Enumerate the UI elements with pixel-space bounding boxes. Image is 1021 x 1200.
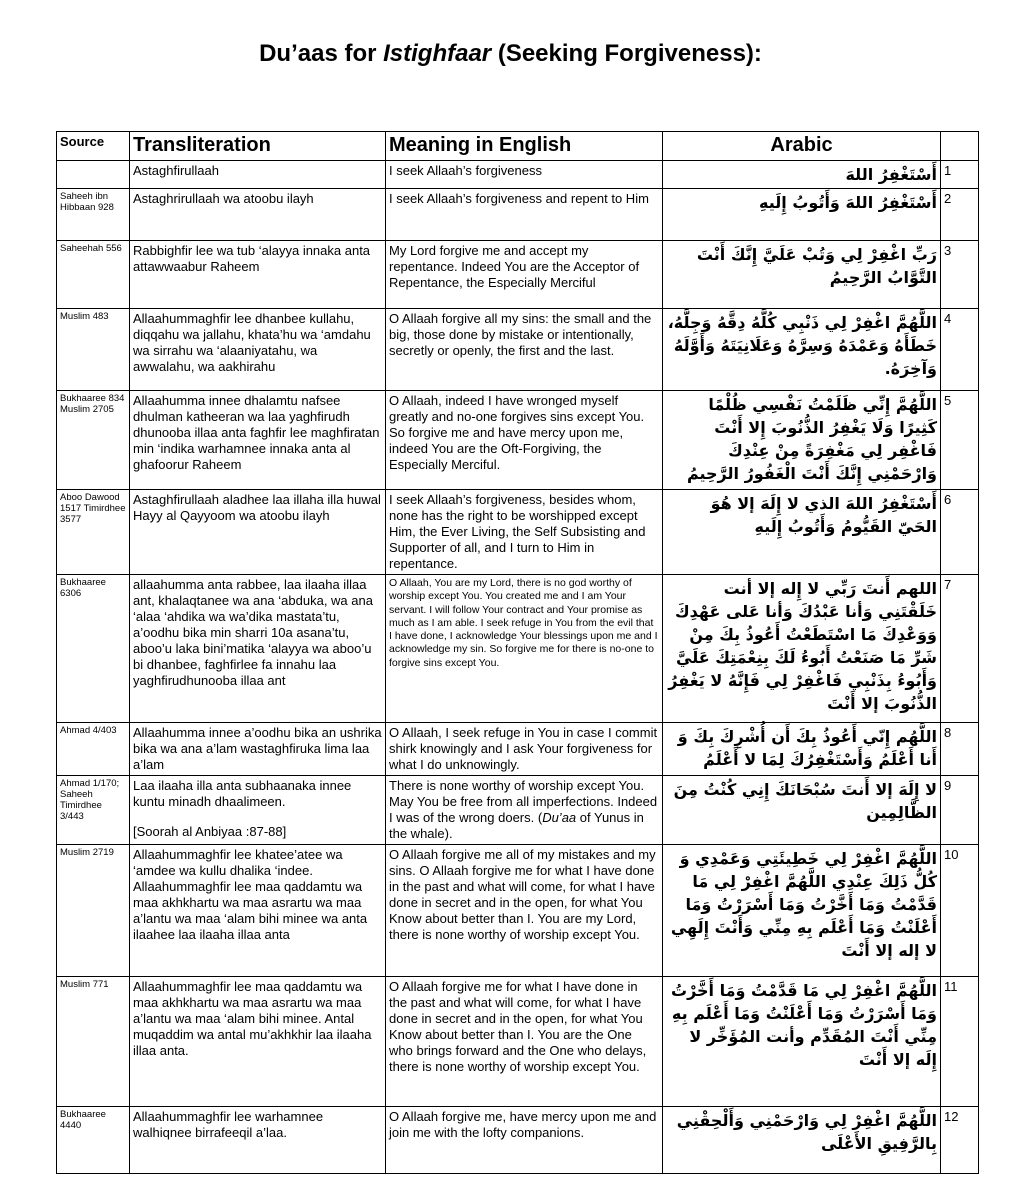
row-number: 5: [941, 391, 979, 490]
transliteration-cell: Allaahummaghfir lee khatee’atee wa ‘amdee wa kullu dhalika ‘indee. Allaahummaghfir lee maa qaddamtu wa maa akhkhartu wa maa asrartu wa maa a’lantu wa maa ‘alam bihi minee wa anta ilaahee laa ilaaha illaa anta: [130, 845, 386, 977]
row-number: 12: [941, 1107, 979, 1174]
table-row: [57, 776, 979, 845]
header-meaning: Meaning in English: [386, 132, 663, 161]
title-italic: Istighfaar: [383, 40, 492, 67]
table-row: [57, 1107, 979, 1174]
source-cell: Ahmad 1/170; Saheeh Timirdhee 3/443: [57, 776, 130, 845]
transliteration-cell: Astaghrirullaah wa atoobu ilayh: [130, 189, 386, 241]
transliteration-cell: Astaghfirullaah aladhee laa illaha illa huwal Hayy al Qayyoom wa atoobu ilayh: [130, 490, 386, 575]
source-cell: Saheehah 556: [57, 241, 130, 309]
row-number: 2: [941, 189, 979, 241]
arabic-cell: اللهم أَنتَ رَبِّي لا إِله إلا أنت خَلَقْتَنِي وَأنا عَبْدُكَ وَأنا عَلى عَهْدِكَ وَوَعْدِكَ مَا اسْتَطَعْتُ أَعُوذُ بِكَ مِنْ شَرِّ مَا صَنَعْتُ أَبُوءُ لَكَ بِنِعْمَتِكَ عَلَيَّ وَأَبُوءُ بِذَنْبِي فَاغْفِرْ لِي فَإِنَّهُ لا يَغْفِرُ الذُّنُوبَ إلا أَنْتَ: [663, 575, 941, 723]
table-row: [57, 575, 979, 723]
meaning-cell: O Allaah forgive all my sins: the small and the big, those done by mistake or intentionally, secretly or openly, the first and the last.: [386, 309, 663, 391]
table-row: [57, 723, 979, 776]
meaning-text-end: of Yunus in the whale).: [389, 810, 644, 841]
meaning-cell: O Allaah forgive me, have mercy upon me and join me with the lofty companions.: [386, 1107, 663, 1174]
meaning-cell: My Lord forgive me and accept my repentance. Indeed You are the Acceptor of Repentance, the Especially Merciful: [386, 241, 663, 309]
row-number: 1: [941, 161, 979, 189]
table-row: [57, 391, 979, 490]
duaas-table: [56, 131, 979, 1174]
meaning-cell: [386, 776, 663, 845]
arabic-cell: لا إِلَهَ إلا أَنتَ سُبْحَانَكَ إِنِي كُنْتُ مِنَ الظَّالِمِين: [663, 776, 941, 845]
arabic-cell: اللَّهُمَّ اغْفِرْ لِي خَطِيئَتِي وَعَمْدِي وَ كُلُّ ذَلِكَ عِنْدِي اللَّهُمَّ اغْفِرْ لِي مَا قَدَّمْتُ وَمَا أَخَّرْتُ وَمَا أَسْرَرْتُ وَمَا أَعْلَنْتُ وَمَا أَعْلَم بِهِ مِنِّي وَأَنْتَ إِلَهِي لا إله إلا أَنْتَ: [663, 845, 941, 977]
meaning-cell: I seek Allaah’s forgiveness, besides whom, none has the right to be worshipped except Him, the Ever Living, the Self Subsisting and Supporter of all, and I turn to Him in repentance.: [386, 490, 663, 575]
source-cell: Bukhaaree 834 Muslim 2705: [57, 391, 130, 490]
header-row: [57, 132, 979, 161]
row-number: 7: [941, 575, 979, 723]
meaning-cell: O Allaah, indeed I have wronged myself greatly and no-one forgives sins except You. So forgive me and have mercy upon me, indeed You are the Oft-Forgiving, the Especially Merciful.: [386, 391, 663, 490]
page-title: [0, 40, 1021, 68]
source-cell: Muslim 771: [57, 977, 130, 1107]
row-number: 8: [941, 723, 979, 776]
table-row: [57, 845, 979, 977]
meaning-cell: O Allaah forgive me all of my mistakes and my sins. O Allaah forgive me for what I have done in the past and what will come, for what I have done in secret and in the open, for what You Know about better than I. You are my Lord, there is none worthy of worship except You.: [386, 845, 663, 977]
table-row: [57, 241, 979, 309]
table-row: [57, 189, 979, 241]
header-number: [941, 132, 979, 161]
arabic-cell: رَبِّ اغْفِرْ لِي وَتُبْ عَلَيَّ إِنَّكَ أَنْتَ التَّوَّابُ الرَّحِيمُ: [663, 241, 941, 309]
meaning-text: There is none worthy of worship except You. May You be free from all imperfections. Indeed I was of the wrong doers. (: [389, 778, 658, 825]
meaning-cell: I seek Allaah’s forgiveness and repent to Him: [386, 189, 663, 241]
row-number: 6: [941, 490, 979, 575]
arabic-cell: أَسْتَغْفِرُ اللهَ: [663, 161, 941, 189]
transliteration-cell: allaahumma anta rabbee, laa ilaaha illaa ant, khalaqtanee wa ana ‘abduka, wa ana ‘alaa ‘ahdika wa wa’dika mastata’tu, a’oodhu bika min sharri 10a asana’tu, aboo’u laka bini’matika ‘alayya wa aboo’u bi dhanbee, faghfirlee fa innahu laa yaghfirudhunooba illaa ant: [130, 575, 386, 723]
surah-reference: [Soorah al Anbiyaa :87-88]: [133, 824, 287, 839]
transliteration-text: Laa ilaaha illa anta subhaanaka innee kuntu minadh dhaalimeen.: [133, 778, 352, 809]
row-number: 3: [941, 241, 979, 309]
arabic-cell: أَسْتَغْفِرُ اللهَ وَأَتُوبُ إِلَيهِ: [663, 189, 941, 241]
source-cell: Muslim 483: [57, 309, 130, 391]
row-number: 9: [941, 776, 979, 845]
title-suffix: (Seeking Forgiveness):: [491, 40, 762, 67]
table-row: [57, 161, 979, 189]
meaning-cell: O Allaah, I seek refuge in You in case I commit shirk knowingly and I ask Your forgiveness for what I do unknowingly.: [386, 723, 663, 776]
meaning-cell: O Allaah, You are my Lord, there is no god worthy of worship except You. You created me and I am Your servant. I will follow Your contract and Your promise as much as I am able. I seek refuge in You from the evil that I have done, I acknowledge Your blessings upon me and I acknowledge my sin. So forgive me for there is no-one to forgive sins except You.: [386, 575, 663, 723]
source-cell: Muslim 2719: [57, 845, 130, 977]
meaning-cell: I seek Allaah’s forgiveness: [386, 161, 663, 189]
arabic-cell: اللَّهُمَّ إِنِّي ظَلَمْتُ نَفْسِي ظُلْمًا كَثِيرًا وَلَا يَغْفِرُ الذُّنُوبَ إِلا أَنْتَ فَاغْفِر لِي مَغْفِرَةً مِنْ عِنْدِكَ وَارْحَمْنِي إِنَّكَ أَنْتَ الْغَفُورُ الرَّحِيمُ: [663, 391, 941, 490]
source-cell: [57, 161, 130, 189]
header-source: Source: [57, 132, 130, 161]
transliteration-cell: Allaahummaghfir lee maa qaddamtu wa maa akhkhartu wa maa asrartu wa maa a’lantu wa maa ‘alam bihi minee. Antal muqaddim wa antal mu’akhkhir laa ilaaha illaa anta.: [130, 977, 386, 1107]
meaning-italic: Du’aa: [542, 810, 577, 825]
title-prefix: Du’aas for: [259, 40, 384, 67]
transliteration-cell: Allaahummaghfir lee warhamnee walhiqnee birrafeeqil a’laa.: [130, 1107, 386, 1174]
source-cell: Ahmad 4/403: [57, 723, 130, 776]
meaning-cell: O Allaah forgive me for what I have done in the past and what will come, for what I have done in secret and in the open, for what You Know about better than I. You are the One who brings forward and the One who delays, there is none worthy of worship except You.: [386, 977, 663, 1107]
arabic-cell: أَسْتَغْفِرُ اللهَ الذي لا إِلَهَ إلا هُوَ الحَيّ القَيُّومُ وَأَتُوبُ إِلَيهِ: [663, 490, 941, 575]
transliteration-cell: [130, 776, 386, 845]
table-row: [57, 977, 979, 1107]
transliteration-cell: Allaahumma innee dhalamtu nafsee dhulman katheeran wa laa yaghfirudh dhunooba illaa anta faghfir lee maghfiratan min ‘indika warhamnee innaka anta al ghafoorur Raheem: [130, 391, 386, 490]
source-cell: Aboo Dawood 1517 Timirdhee 3577: [57, 490, 130, 575]
header-arabic: Arabic: [663, 132, 941, 161]
arabic-cell: اللَّهُمَّ اغْفِرْ لِي وَارْحَمْنِي وَأَلْحِقْنِي بِالرَّفِيقِ الأَعْلَى: [663, 1107, 941, 1174]
source-cell: Saheeh ibn Hibbaan 928: [57, 189, 130, 241]
row-number: 4: [941, 309, 979, 391]
transliteration-cell: Allaahummaghfir lee dhanbee kullahu, diqqahu wa jallahu, khata’hu wa ‘amdahu wa sirrahu wa ‘alaaniyatahu, wa awwalahu, wa aakhirahu: [130, 309, 386, 391]
row-number: 10: [941, 845, 979, 977]
arabic-cell: اللَّهُمَّ اغْفِرْ لِي ذَنْبِي كُلَّهُ دِقَّهُ وَجِلَّهُ، خَطَأَهُ وَعَمْدَهُ وَسِرَّهُ وَعَلَانِيَتَهُ وَأَوَّلَهُ وَآخِرَهُ.: [663, 309, 941, 391]
header-transliteration: Transliteration: [130, 132, 386, 161]
arabic-cell: اللَّهُم إِنّي أَعُوذُ بِكَ أَن أُشْرِكَ بِكَ وَ أَنا أَعْلَمُ وَأَسْتَغْفِرُكَ لِمَا لا أَعْلَمُ: [663, 723, 941, 776]
transliteration-cell: Allaahumma innee a’oodhu bika an ushrika bika wa ana a’lam wastaghfiruka lima laa a’lam: [130, 723, 386, 776]
source-cell: Bukhaaree 6306: [57, 575, 130, 723]
transliteration-cell: Rabbighfir lee wa tub ‘alayya innaka anta attawwaabur Raheem: [130, 241, 386, 309]
row-number: 11: [941, 977, 979, 1107]
table-row: [57, 309, 979, 391]
table-row: [57, 490, 979, 575]
arabic-cell: اللَّهُمَّ اغْفِرْ لِي مَا قَدَّمْتُ وَمَا أَخَّرْتُ وَمَا أَسْرَرْتُ وَمَا أَعْلَنْتُ وَمَا أَعْلَم بِهِ مِنِّي أَنْتَ المُقَدِّم وأنت المُؤَخِّر لا إِلَه إلا أَنْتَ: [663, 977, 941, 1107]
transliteration-cell: Astaghfirullaah: [130, 161, 386, 189]
source-cell: Bukhaaree 4440: [57, 1107, 130, 1174]
